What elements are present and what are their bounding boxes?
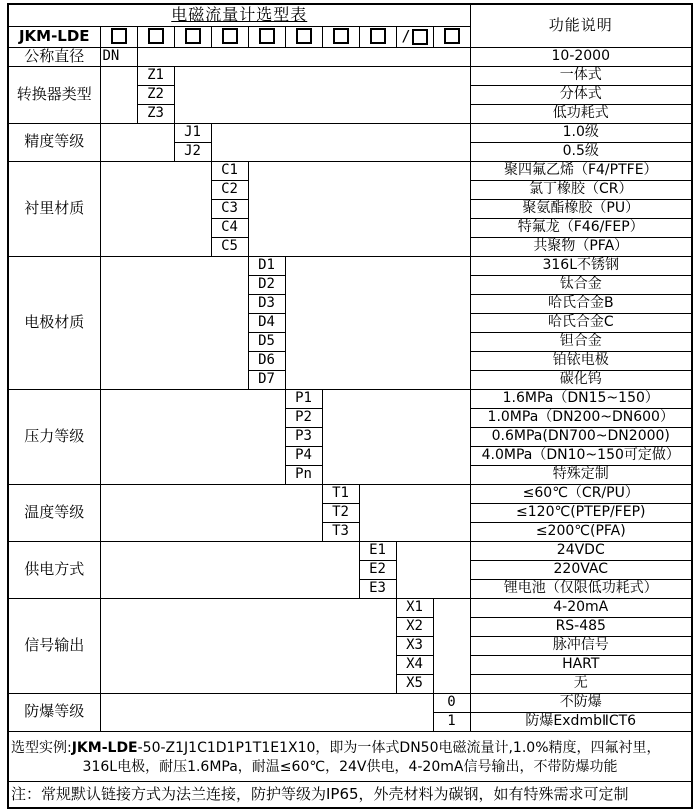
code-cell: E3 xyxy=(359,579,396,598)
group-label-temperature: 温度等级 xyxy=(8,484,100,541)
group-label-pressure: 压力等级 xyxy=(8,389,100,484)
desc-cell: 氯丁橡胶（CR） xyxy=(470,180,692,199)
spacer-cell xyxy=(285,256,470,389)
desc-cell: ≤60℃（CR/PU） xyxy=(470,484,692,503)
code-cell: D1 xyxy=(248,256,285,275)
selection-example-cell xyxy=(8,731,692,781)
model-code-box-2 xyxy=(137,26,174,47)
model-code-box-6 xyxy=(285,26,322,47)
spacer-cell xyxy=(248,161,470,256)
desc-cell: 1.0级 xyxy=(470,123,692,142)
group-label-diameter: 公称直径 xyxy=(8,47,100,66)
code-cell: T1 xyxy=(322,484,359,503)
checkbox-icon xyxy=(185,28,201,44)
desc-cell: 聚氨酯橡胶（PU） xyxy=(470,199,692,218)
model-code-box-1 xyxy=(100,26,137,47)
desc-cell: 碳化钨 xyxy=(470,370,692,389)
checkbox-icon xyxy=(370,28,386,44)
code-cell: C1 xyxy=(211,161,248,180)
desc-cell: 特氟龙（F46/FEP） xyxy=(470,218,692,237)
code-cell: T2 xyxy=(322,503,359,522)
table-title: 电磁流量计选型表 xyxy=(171,5,308,25)
model-code-box-5 xyxy=(248,26,285,47)
checkbox-icon xyxy=(259,28,275,44)
spacer-cell xyxy=(100,389,285,484)
desc-cell: 1.0MPa（DN200~DN600） xyxy=(470,408,692,427)
desc-cell: 4-20mA xyxy=(470,598,692,617)
group-label-converter-type: 转换器类型 xyxy=(8,66,100,123)
code-cell-dn: DN xyxy=(100,47,137,66)
desc-cell: 脉冲信号 xyxy=(470,636,692,655)
desc-cell: 0.5级 xyxy=(470,142,692,161)
spacer-cell xyxy=(100,161,211,256)
group-label-accuracy: 精度等级 xyxy=(8,123,100,161)
code-cell: X4 xyxy=(396,655,433,674)
code-cell: X1 xyxy=(396,598,433,617)
example-prefix: 选型实例: xyxy=(11,739,72,756)
desc-cell: 钽合金 xyxy=(470,332,692,351)
code-cell: X3 xyxy=(396,636,433,655)
desc-cell: 特殊定制 xyxy=(470,465,692,484)
group-label-electrode: 电极材质 xyxy=(8,256,100,389)
model-code-box-4 xyxy=(211,26,248,47)
desc-cell: 不防爆 xyxy=(470,693,692,712)
model-code-box-9 xyxy=(396,26,433,47)
spacer-cell xyxy=(174,66,470,123)
desc-cell: 一体式 xyxy=(470,66,692,85)
model-code-box-8 xyxy=(359,26,396,47)
slash-separator: / xyxy=(401,26,411,45)
code-cell: D6 xyxy=(248,351,285,370)
code-cell: T3 xyxy=(322,522,359,541)
example-rest: -50-Z1J1C1D1P1T1E1X10，即为一体式DN50电磁流量计,1.0%精度，四氟衬里， xyxy=(137,739,661,756)
desc-cell: 220VAC xyxy=(470,560,692,579)
group-label-signal-output: 信号输出 xyxy=(8,598,100,693)
desc-cell: 10-2000 xyxy=(470,47,692,66)
code-cell: E2 xyxy=(359,560,396,579)
checkbox-icon xyxy=(296,28,312,44)
desc-cell: 316L不锈钢 xyxy=(470,256,692,275)
code-cell: D3 xyxy=(248,294,285,313)
desc-cell: 哈氏合金C xyxy=(470,313,692,332)
desc-cell: 无 xyxy=(470,674,692,693)
desc-cell: 1.6MPa（DN15~150） xyxy=(470,389,692,408)
code-cell: Z1 xyxy=(137,66,174,85)
spacer-cell xyxy=(100,256,248,389)
desc-cell: 低功耗式 xyxy=(470,104,692,123)
code-cell: Z2 xyxy=(137,85,174,104)
code-cell: C4 xyxy=(211,218,248,237)
code-cell: D5 xyxy=(248,332,285,351)
code-cell: D2 xyxy=(248,275,285,294)
checkbox-icon xyxy=(148,28,164,44)
footnote: 注：常规默认链接方式为法兰连接，防护等级为IP65，外壳材料为碳钢，如有特殊需求可定制 xyxy=(8,781,692,808)
code-cell: D7 xyxy=(248,370,285,389)
desc-cell: 4.0MPa（DN10~150可定做） xyxy=(470,446,692,465)
spacer-cell xyxy=(137,47,470,66)
spacer-cell xyxy=(100,541,359,598)
function-column-header: 功能说明 xyxy=(470,4,692,47)
desc-cell: 分体式 xyxy=(470,85,692,104)
spacer-cell xyxy=(322,389,470,484)
desc-cell: RS-485 xyxy=(470,617,692,636)
code-cell: P3 xyxy=(285,427,322,446)
code-cell: P4 xyxy=(285,446,322,465)
code-cell: C3 xyxy=(211,199,248,218)
spacer-cell xyxy=(100,66,137,123)
model-code-box-3 xyxy=(174,26,211,47)
code-cell: P2 xyxy=(285,408,322,427)
code-cell: P1 xyxy=(285,389,322,408)
desc-cell: 钛合金 xyxy=(470,275,692,294)
checkbox-icon xyxy=(222,28,238,44)
model-prefix: JKM-LDE xyxy=(8,26,100,47)
example-line-2: 316L电极，耐压1.6MPa，耐温≤60℃，24V供电，4-20mA信号输出，不带防爆功能 xyxy=(82,759,618,775)
desc-cell: 24VDC xyxy=(470,541,692,560)
checkbox-icon xyxy=(333,28,349,44)
desc-cell: 防爆ExdmbⅡCT6 xyxy=(470,712,692,731)
checkbox-icon xyxy=(444,28,460,44)
code-cell: J2 xyxy=(174,142,211,161)
spacer-cell xyxy=(433,598,470,693)
checkbox-icon xyxy=(111,28,127,44)
desc-cell: 0.6MPa(DN700~DN2000) xyxy=(470,427,692,446)
code-cell: Pn xyxy=(285,465,322,484)
desc-cell: ≤200℃(PFA) xyxy=(470,522,692,541)
example-model-code: JKM-LDE xyxy=(71,739,138,756)
model-code-box-10 xyxy=(433,26,470,47)
model-code-box-7 xyxy=(322,26,359,47)
checkbox-icon xyxy=(412,29,428,45)
spacer-cell xyxy=(396,541,470,598)
spacer-cell xyxy=(100,598,396,693)
code-cell: X5 xyxy=(396,674,433,693)
desc-cell: 哈氏合金B xyxy=(470,294,692,313)
spacer-cell xyxy=(359,484,470,541)
group-label-power-supply: 供电方式 xyxy=(8,541,100,598)
spacer-cell xyxy=(100,693,433,731)
code-cell: C2 xyxy=(211,180,248,199)
group-label-liner: 衬里材质 xyxy=(8,161,100,256)
selection-table xyxy=(7,3,693,809)
spacer-cell xyxy=(211,123,470,161)
code-cell: D4 xyxy=(248,313,285,332)
group-label-explosion-proof: 防爆等级 xyxy=(8,693,100,731)
desc-cell: 聚四氟乙烯（F4/PTFE） xyxy=(470,161,692,180)
code-cell: C5 xyxy=(211,237,248,256)
desc-cell: HART xyxy=(470,655,692,674)
code-cell: X2 xyxy=(396,617,433,636)
spacer-cell xyxy=(100,123,174,161)
code-cell: J1 xyxy=(174,123,211,142)
code-cell: 0 xyxy=(433,693,470,712)
code-cell: Z3 xyxy=(137,104,174,123)
desc-cell: 共聚物（PFA） xyxy=(470,237,692,256)
code-cell: E1 xyxy=(359,541,396,560)
desc-cell: 锂电池（仅限低功耗式） xyxy=(470,579,692,598)
desc-cell: 铂铱电极 xyxy=(470,351,692,370)
table-title-cell xyxy=(8,4,470,26)
example-line-1 xyxy=(9,737,691,756)
code-cell: 1 xyxy=(433,712,470,731)
desc-cell: ≤120℃(PTEP/FEP) xyxy=(470,503,692,522)
spacer-cell xyxy=(100,484,322,541)
